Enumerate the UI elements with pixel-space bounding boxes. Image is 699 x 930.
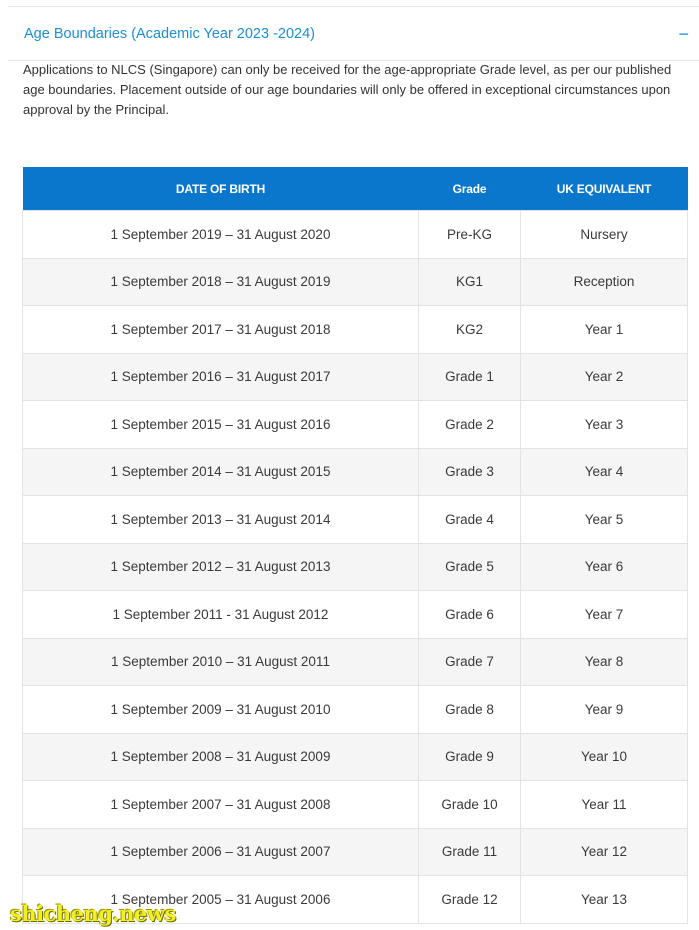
date-of-birth-cell: 1 September 2009 – 31 August 2010 — [23, 686, 419, 734]
grade-cell: Grade 9 — [419, 733, 521, 781]
grade-cell: Grade 7 — [419, 638, 521, 686]
grade-cell: KG1 — [419, 258, 521, 306]
table-row — [23, 781, 688, 829]
uk-equivalent-cell: Year 9 — [521, 686, 688, 734]
date-of-birth-cell: 1 September 2008 – 31 August 2009 — [23, 733, 419, 781]
uk-equivalent-cell: Year 10 — [521, 733, 688, 781]
uk-equivalent-cell: Reception — [521, 258, 688, 306]
grade-cell: Grade 12 — [419, 876, 521, 924]
uk-equivalent-cell: Year 2 — [521, 353, 688, 401]
date-of-birth-cell: 1 September 2010 – 31 August 2011 — [23, 638, 419, 686]
table-row — [23, 353, 688, 401]
uk-equivalent-cell: Nursery — [521, 211, 688, 259]
table-body — [23, 211, 688, 924]
date-of-birth-cell: 1 September 2016 – 31 August 2017 — [23, 353, 419, 401]
minus-icon[interactable]: − — [678, 23, 689, 44]
uk-equivalent-cell: Year 7 — [521, 591, 688, 639]
uk-equivalent-cell: Year 5 — [521, 496, 688, 544]
table-row — [23, 306, 688, 354]
grade-cell: Grade 2 — [419, 401, 521, 449]
table-row — [23, 828, 688, 876]
uk-equivalent-cell: Year 3 — [521, 401, 688, 449]
table-header-row — [23, 167, 688, 211]
column-header-date-of-birth: DATE OF BIRTH — [23, 167, 419, 211]
grade-cell: Grade 4 — [419, 496, 521, 544]
uk-equivalent-cell: Year 11 — [521, 781, 688, 829]
watermark-logo: shicheng.news — [10, 901, 176, 926]
grade-cell: Grade 3 — [419, 448, 521, 496]
date-of-birth-cell: 1 September 2015 – 31 August 2016 — [23, 401, 419, 449]
grade-cell: Pre-KG — [419, 211, 521, 259]
uk-equivalent-cell: Year 6 — [521, 543, 688, 591]
column-header-grade: Grade — [419, 167, 521, 211]
table-row — [23, 543, 688, 591]
date-of-birth-cell: 1 September 2007 – 31 August 2008 — [23, 781, 419, 829]
table-row — [23, 733, 688, 781]
table-row — [23, 448, 688, 496]
date-of-birth-cell: 1 September 2019 – 31 August 2020 — [23, 211, 419, 259]
date-of-birth-cell: 1 September 2018 – 31 August 2019 — [23, 258, 419, 306]
date-of-birth-cell: 1 September 2017 – 31 August 2018 — [23, 306, 419, 354]
grade-cell: Grade 1 — [419, 353, 521, 401]
table-row — [23, 591, 688, 639]
grade-cell: Grade 8 — [419, 686, 521, 734]
grade-cell: Grade 5 — [419, 543, 521, 591]
accordion-title[interactable]: Age Boundaries (Academic Year 2023 -2024) — [24, 25, 315, 42]
date-of-birth-cell: 1 September 2011 - 31 August 2012 — [23, 591, 419, 639]
accordion-header[interactable] — [8, 7, 699, 61]
age-boundaries-table — [22, 167, 687, 924]
uk-equivalent-cell: Year 13 — [521, 876, 688, 924]
uk-equivalent-cell: Year 8 — [521, 638, 688, 686]
table-row — [23, 638, 688, 686]
date-of-birth-cell: 1 September 2012 – 31 August 2013 — [23, 543, 419, 591]
table-row — [23, 211, 688, 259]
table-row — [23, 496, 688, 544]
intro-paragraph: Applications to NLCS (Singapore) can only be received for the age-appropriate Grade level, as per our published age boundaries. Placement outside of our age boundaries will only be offered in exceptional circumstances upon approval by the Principal. — [23, 62, 672, 117]
uk-equivalent-cell: Year 4 — [521, 448, 688, 496]
uk-equivalent-cell: Year 1 — [521, 306, 688, 354]
uk-equivalent-cell: Year 12 — [521, 828, 688, 876]
table-row — [23, 258, 688, 306]
column-header-uk-equivalent: UK EQUIVALENT — [521, 167, 688, 211]
grade-cell: Grade 6 — [419, 591, 521, 639]
grade-cell: KG2 — [419, 306, 521, 354]
date-of-birth-cell: 1 September 2013 – 31 August 2014 — [23, 496, 419, 544]
table-row — [23, 686, 688, 734]
accordion-panel — [8, 6, 699, 61]
date-of-birth-cell: 1 September 2006 – 31 August 2007 — [23, 828, 419, 876]
date-of-birth-cell: 1 September 2014 – 31 August 2015 — [23, 448, 419, 496]
grade-cell: Grade 11 — [419, 828, 521, 876]
grade-cell: Grade 10 — [419, 781, 521, 829]
date-of-birth-cell: 1 September 2005 – 31 August 2006 — [23, 876, 419, 924]
table-row — [23, 401, 688, 449]
